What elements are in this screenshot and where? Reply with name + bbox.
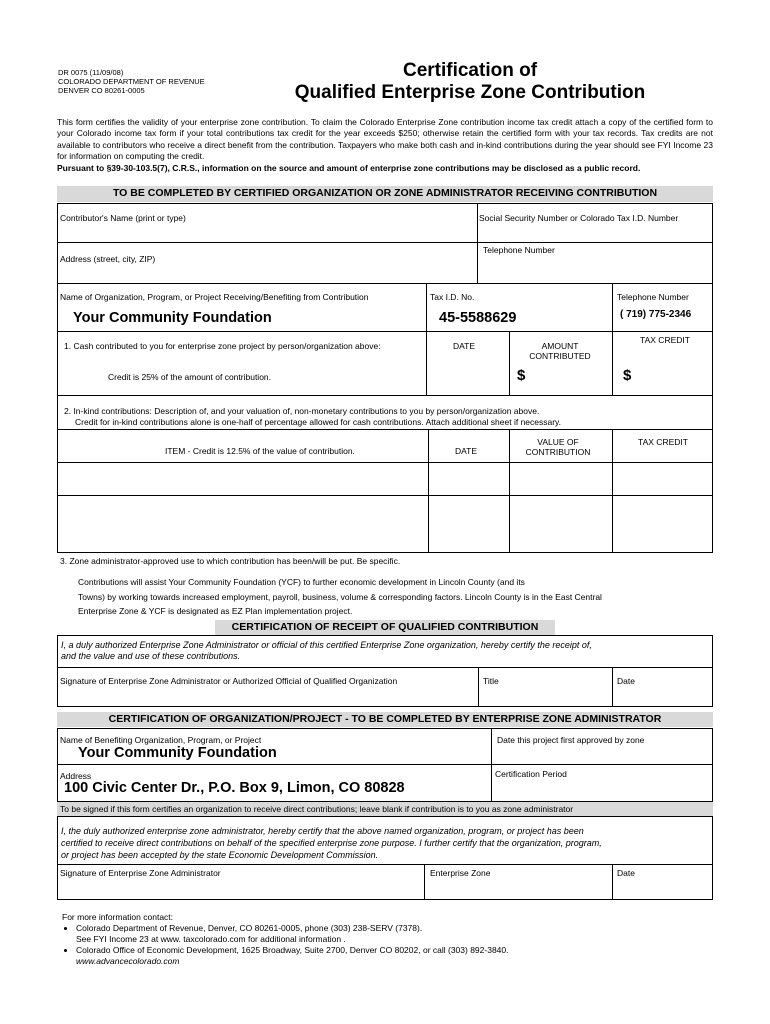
amount-contributed-label: AMOUNT CONTRIBUTED [529, 341, 591, 361]
direct-contribution-note: To be signed if this form certifies an organization to receive direct contributions; leave blank if contribution is to you as zone administrator [57, 802, 713, 816]
org-address-label: Address [60, 771, 92, 781]
value-of-contribution-label: VALUE OF CONTRIBUTION [525, 437, 591, 457]
form-id: DR 0075 (11/09/08) [58, 68, 124, 77]
divider [57, 764, 713, 765]
divider [478, 667, 479, 707]
form-header-info [58, 68, 205, 95]
inkind-description-line2: Credit for in-kind contributions alone is one-half of percentage allowed for cash contributions. Attach additional sheet if necessary. [75, 417, 562, 427]
date-first-approved-field[interactable] [495, 748, 709, 762]
cash-date-label: DATE [453, 341, 476, 351]
divider [57, 462, 713, 463]
inkind-item-label: ITEM - Credit is 12.5% of the value of contribution. [165, 446, 355, 456]
contact-item-oed [76, 945, 509, 967]
inkind-value-field[interactable] [511, 464, 610, 550]
credit-percent-note: Credit is 25% of the amount of contribution. [108, 372, 272, 382]
certification-period-field[interactable] [495, 782, 709, 798]
receipt-title-label: Title [483, 676, 499, 686]
divider [612, 667, 613, 707]
approved-use-line1: Contributions will assist Your Community Foundation (YCF) to further economic development in Lincoln County (and its [78, 577, 525, 587]
inkind-date-field[interactable] [430, 464, 507, 550]
page-title [250, 60, 690, 104]
zone-admin-statement-line1: I, the duly authorized enterprise zone administrator, hereby certify that the above named organization, program, or project has been [61, 826, 584, 836]
cash-contribution-label: 1. Cash contributed to you for enterprise zone project by person/organization above: [64, 341, 381, 351]
inkind-credit-field[interactable] [614, 464, 711, 550]
cash-tax-credit-field[interactable] [636, 364, 708, 392]
divider [57, 816, 713, 817]
intro-paragraph: This form certifies the validity of your enterprise zone contribution. To claim the Colorado Enterprise Zone contribution income tax credit attach a copy of the certified form to your Colorado income tax form if your total contributions tax credit for the year exceeds $250; otherwise retain the certified form with your tax records. Tax credits are not available to contributors who receive a direct benefit from the contribution. Taxpayers who make both cash and in-kind contributions during the year should see FYI Income 23 for information on computing the credit. [57, 117, 713, 161]
date-first-approved-label: Date this project first approved by zone [497, 735, 645, 745]
divider [57, 242, 713, 243]
divider [57, 395, 713, 396]
tax-id-value: 45-5588629 [439, 310, 517, 326]
ssn-label: Social Security Number or Colorado Tax I.D. Number [479, 213, 679, 223]
divider [509, 429, 510, 553]
amount-contributed-field[interactable] [530, 364, 608, 392]
address-field[interactable] [60, 266, 472, 280]
contributor-telephone-label: Telephone Number [483, 245, 555, 255]
divider [57, 667, 713, 668]
divider [57, 283, 713, 284]
receipt-date-field[interactable] [615, 688, 711, 704]
tax-id-label: Tax I.D. No. [430, 292, 475, 302]
divider [426, 283, 427, 395]
divider [477, 203, 478, 283]
receipt-signature-field[interactable] [60, 688, 474, 704]
inkind-description-line1: 2. In-kind contributions: Description of, and your valuation of, non-monetary contributions to you by person/organization above. [64, 406, 540, 416]
certification-of-receipt-bar: CERTIFICATION OF RECEIPT OF QUALIFIED CONTRIBUTION [215, 620, 555, 635]
zone-admin-statement-line3: or project has been accepted by the state Economic Development Commission. [61, 850, 379, 860]
divider [612, 864, 613, 900]
divider [612, 283, 613, 395]
page-title-line1: Certification of [402, 60, 538, 81]
contact-oed-website[interactable]: www.advancecolorado.com [76, 956, 180, 966]
org-telephone-value: ( 719) 775-2346 [620, 309, 692, 320]
benefiting-org-label: Name of Benefiting Organization, Program, or Project [60, 735, 262, 745]
cash-date-field[interactable] [430, 364, 506, 392]
zone-admin-date-label: Date [617, 868, 635, 878]
org-telephone-label: Telephone Number [617, 292, 689, 302]
org-receiving-label: Name of Organization, Program, or Project Receiving/Benefiting from Contribution [60, 292, 369, 302]
section-completed-by-org-bar: TO BE COMPLETED BY CERTIFIED ORGANIZATION OR ZONE ADMINISTRATOR RECEIVING CONTRIBUTION [57, 186, 713, 202]
divider [57, 864, 713, 865]
receipt-statement [61, 640, 592, 662]
zone-admin-date-field[interactable] [615, 880, 710, 898]
contributor-name-label: Contributor's Name (print or type) [60, 213, 186, 223]
contact-oed-line1: • Colorado Office of Economic Development, 1625 Broadway, Suite 2700, Denver CO 80202, or call (303) 892-3840. [76, 945, 509, 955]
divider [57, 331, 713, 332]
inkind-tax-credit-label: TAX CREDIT [638, 437, 688, 447]
department-address: DENVER CO 80261-0005 [58, 86, 145, 95]
org-name-value: Your Community Foundation [73, 310, 272, 326]
approved-use-line3: Enterprise Zone & YCF is designated as EZ Plan implementation project. [78, 606, 353, 616]
address-label: Address (street, city, ZIP) [60, 254, 156, 264]
department-name: COLORADO DEPARTMENT OF REVENUE [58, 77, 205, 86]
receipt-statement-line2: and the value and use of these contributions. [61, 651, 241, 661]
divider [57, 429, 713, 430]
receipt-statement-line1: I, a duly authorized Enterprise Zone Administrator or official of this certified Enterprise Zone organization, hereby certify the receipt of, [61, 640, 592, 650]
public-record-notice: Pursuant to §39-30-103.5(7), C.R.S., information on the source and amount of enterprise zone contributions may be disclosed as a public record. [57, 163, 641, 173]
receipt-date-label: Date [617, 676, 635, 686]
zone-admin-statement-line2: certified to receive direct contributions on behalf of the specified enterprise zone purpose. I further certify that the organization, program, [61, 838, 602, 848]
contributor-name-field[interactable] [60, 226, 472, 242]
zone-admin-signature-label: Signature of Enterprise Zone Administrator [60, 868, 221, 878]
inkind-item-field[interactable] [60, 464, 426, 550]
org-address-value: 100 Civic Center Dr., P.O. Box 9, Limon, CO 80828 [64, 780, 405, 796]
divider [424, 864, 425, 900]
approved-use-label: 3. Zone administrator-approved use to which contribution has been/will be put. Be specific. [60, 556, 401, 566]
contributor-telephone-field[interactable] [480, 258, 708, 280]
certification-by-zone-admin-bar: CERTIFICATION OF ORGANIZATION/PROJECT - TO BE COMPLETED BY ENTERPRISE ZONE ADMINISTRATOR [57, 712, 713, 727]
certification-period-label: Certification Period [495, 769, 567, 779]
receipt-signature-label: Signature of Enterprise Zone Administrator or Authorized Official of Qualified Organization [60, 676, 398, 686]
approved-use-line2: Towns) by working towards increased employment, payroll, business, volume & corresponding factors. Lincoln County is in the East Central [78, 591, 602, 602]
enterprise-zone-field[interactable] [428, 880, 608, 898]
enterprise-zone-label: Enterprise Zone [430, 868, 491, 878]
zone-admin-statement [61, 825, 602, 861]
contact-item-revenue [76, 923, 509, 945]
zone-admin-signature-field[interactable] [60, 880, 420, 898]
benefiting-org-value: Your Community Foundation [78, 745, 277, 761]
approved-use-text [78, 575, 602, 619]
page-title-line2: Qualified Enterprise Zone Contribution [294, 82, 646, 103]
contact-info [62, 912, 509, 967]
contact-revenue-line2: See FYI Income 23 at www. taxcolorado.com for additional information . [76, 934, 346, 944]
divider [509, 331, 510, 395]
receipt-title-field[interactable] [481, 688, 609, 704]
cash-tax-credit-label: TAX CREDIT [640, 335, 690, 345]
inkind-date-label: DATE [455, 446, 478, 456]
contact-heading: For more information contact: [62, 912, 174, 922]
divider [612, 429, 613, 553]
ssn-field[interactable] [480, 226, 708, 242]
divider [428, 429, 429, 553]
contact-revenue-line1: • Colorado Department of Revenue, Denver, CO 80261-0005, phone (303) 238-SERV (7378). [76, 923, 423, 933]
amount-dollar-sign: $ [517, 367, 526, 384]
tax-credit-dollar-sign: $ [623, 367, 632, 384]
